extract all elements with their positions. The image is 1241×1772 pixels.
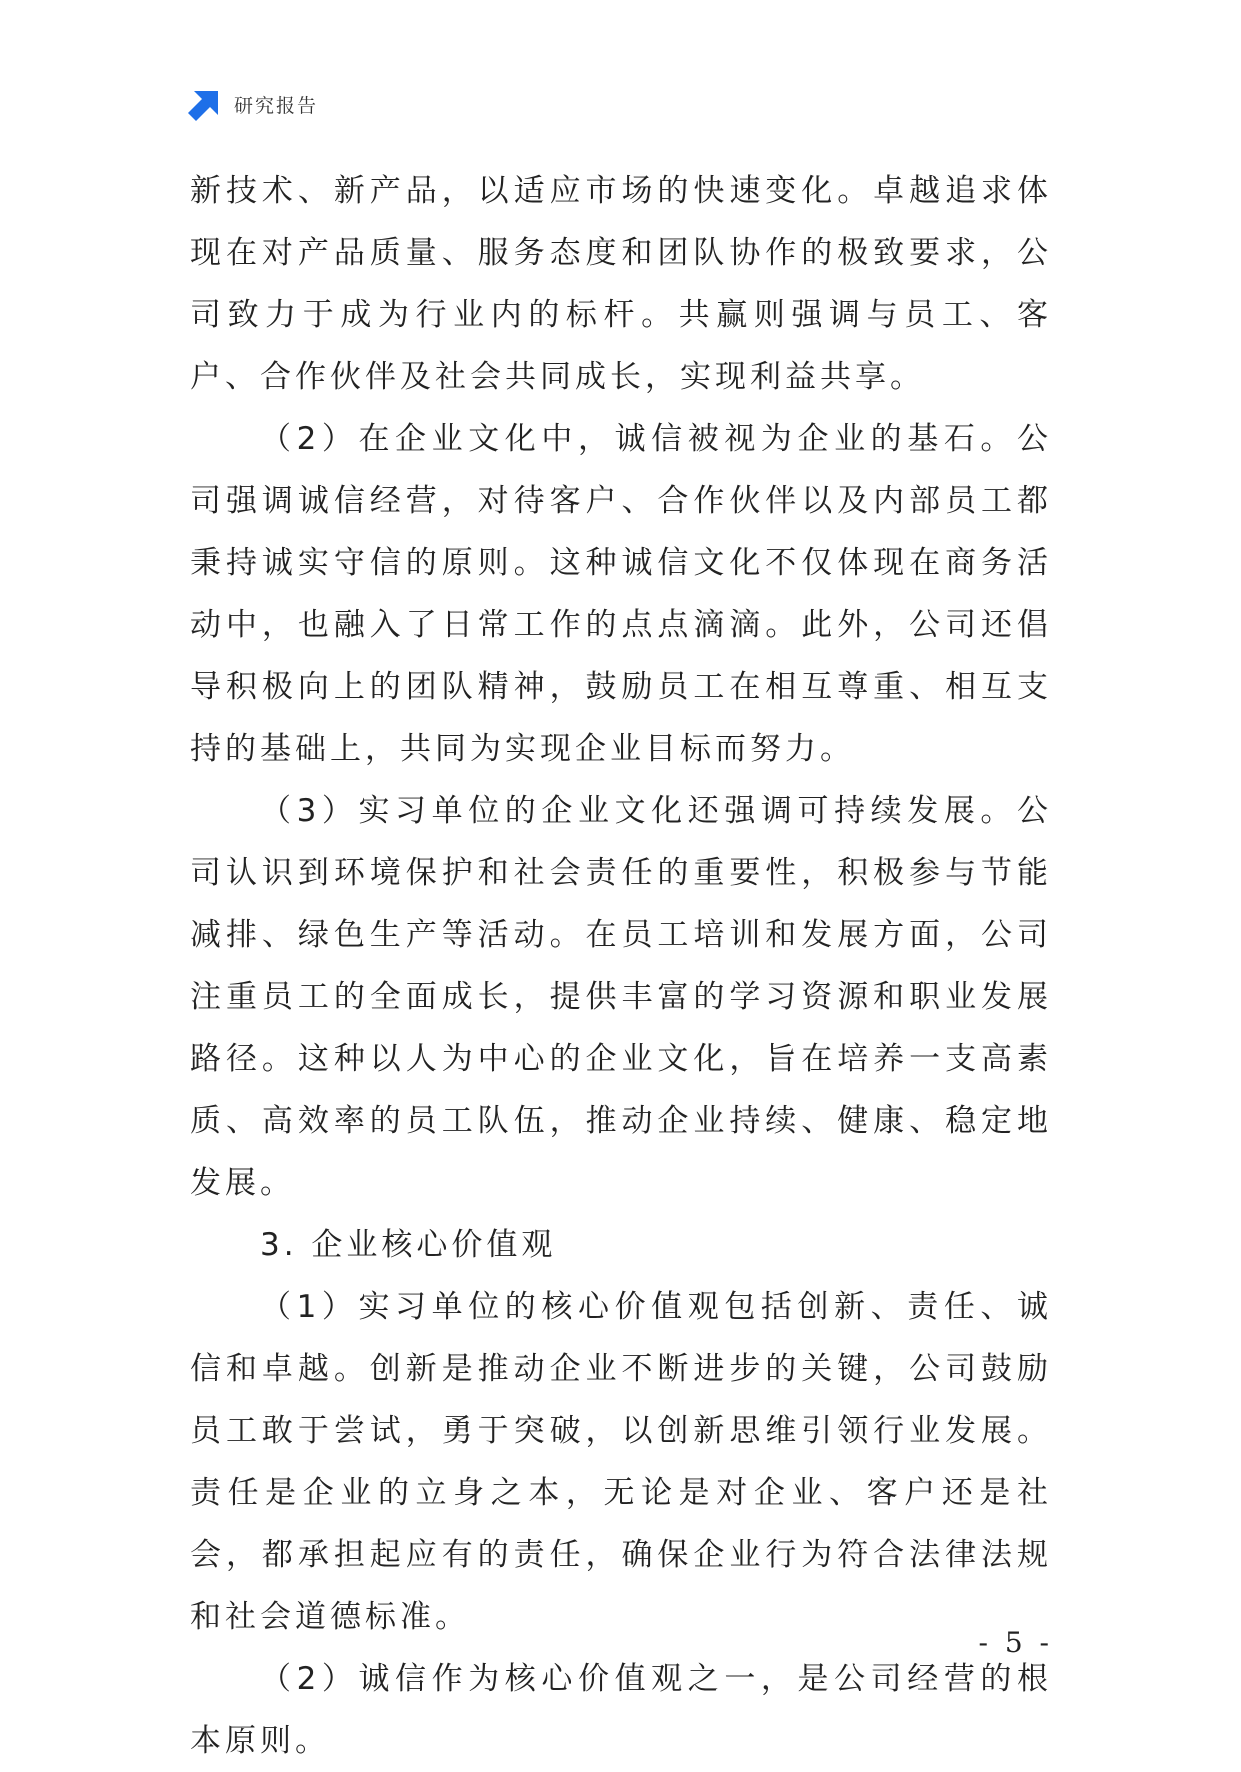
paragraph-culture-3: （3）实习单位的企业文化还强调可持续发展。公司认识到环境保护和社会责任的重要性，积极参与节能减排、绿色生产等活动。在员工培训和发展方面，公司注重员工的全面成长，提供丰富的学习资源和职业发展路径。这种以人为中心的企业文化，旨在培养一支高素质、高效率的员工队伍，推动企业持续、健康、稳定地发展。 bbox=[190, 793, 1052, 1201]
page-header bbox=[188, 86, 318, 122]
paragraph-culture-2: （2）在企业文化中，诚信被视为企业的基石。公司强调诚信经营，对待客户、合作伙伴以及内部员工都秉持诚实守信的原则。这种诚信文化不仅体现在商务活动中，也融入了日常工作的点点滴滴。此外，公司还倡导积极向上的团队精神，鼓励员工在相互尊重、相互支持的基础上，共同为实现企业目标而努力。 bbox=[190, 421, 1052, 767]
paragraph-values-1: （1）实习单位的核心价值观包括创新、责任、诚信和卓越。创新是推动企业不断进步的关键，公司鼓励员工敢于尝试，勇于突破，以创新思维引领行业发展。责任是企业的立身之本，无论是对企业、客户还是社会，都承担起应有的责任，确保企业行为符合法律法规和社会道德标准。 bbox=[190, 1289, 1052, 1635]
page-number: - 5 - bbox=[978, 1626, 1053, 1659]
header-title: 研究报告 bbox=[234, 94, 319, 117]
document-body bbox=[190, 160, 1052, 1772]
arrow-up-right-logo-icon bbox=[188, 87, 222, 121]
section-heading-core-values: 3. 企业核心价值观 bbox=[260, 1227, 557, 1263]
paragraph-continuation: 新技术、新产品，以适应市场的快速变化。卓越追求体现在对产品质量、服务态度和团队协作的极致要求，公司致力于成为行业内的标杆。共赢则强调与员工、客户、合作伙伴及社会共同成长，实现利益共享。 bbox=[190, 173, 1052, 395]
paragraph-values-2: （2）诚信作为核心价值观之一，是公司经营的根本原则。 bbox=[190, 1661, 1052, 1759]
